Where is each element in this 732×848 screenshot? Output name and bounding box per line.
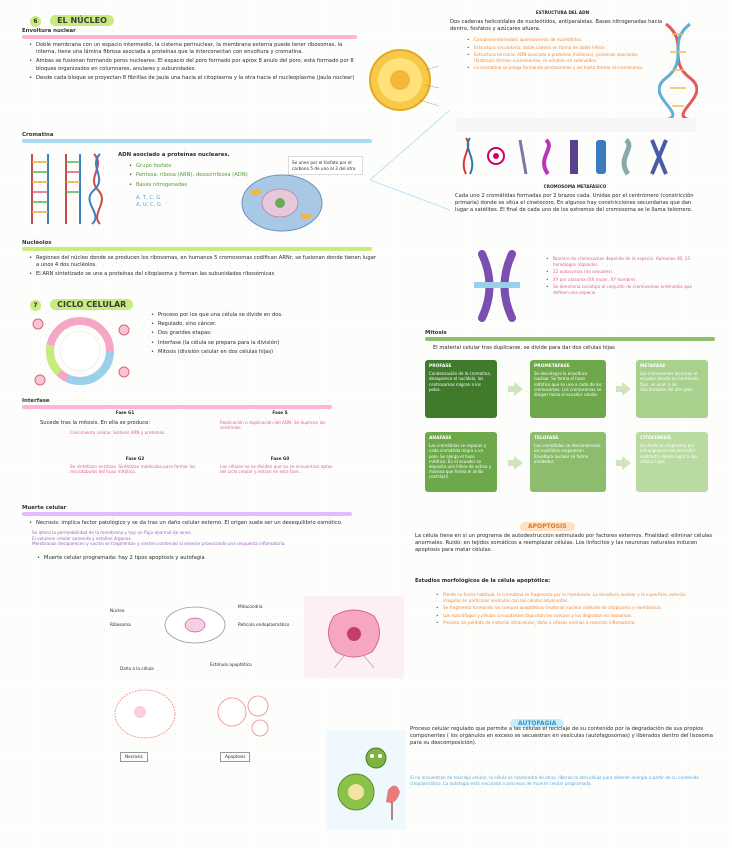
interfase-bar — [22, 405, 332, 409]
stage-text: Se desintegra la envoltura nuclear. Se forma el huso mitótico que se une a cada de los cromosomas. Los cromosomas se dirigen hacia el ecuador celular. — [534, 371, 602, 398]
arrow-right-icon — [622, 382, 631, 396]
mitosis-stage-anafase — [425, 432, 497, 492]
list-item: • Grupo fosfato — [128, 163, 278, 170]
fase-s — [220, 410, 340, 431]
mitosis-title: Mitosis — [425, 330, 447, 336]
muerte-bar — [22, 512, 352, 516]
mitosis-stage-prometafase — [530, 360, 606, 418]
list-item: • Regiones del núcleo donde se producen los ribosomas, en humanos 5 cromosomas codifican ARNr, se fusionan donde tienen lugar a unos 4 dos nucléolos. — [28, 255, 377, 269]
mitosis-bar — [425, 337, 715, 341]
stage-name: PROFASE — [429, 364, 452, 369]
list-item: • Doble membrana con un espacio intermedio, la cisterna perinuclear, la membrana externa puede tener ribosomas, la interna, tiene una lámina fibrosa asociada a proteínas que la interconectan con envoltura y cromatina. — [28, 42, 362, 56]
programada-text: • Muerte celular programada: hay 2 tipos apoptosis y autofagia — [36, 555, 362, 562]
list-item: Se altera la permeabilidad de la membrana y hay un flujo anormal de iones. — [32, 530, 192, 536]
nucleolo-section — [22, 240, 377, 281]
ciclo-header — [30, 292, 133, 311]
envoltura-title: Envoltura nuclear — [22, 28, 76, 34]
stage-text: Las cromátidas se descondensan, los nucléolos reaparecen. Envoltura nuclear se forma alrededor. — [534, 443, 602, 464]
mitosis-stage-metafase — [636, 360, 708, 418]
necrosis-list — [22, 520, 362, 527]
section-number: 6 — [30, 16, 41, 27]
fig-label-dano: Daño a la célula — [120, 666, 154, 671]
apoptotic-cell-illustration — [210, 684, 285, 744]
section-number: 7 — [30, 300, 41, 311]
cromosoma-text: Cada uno 2 cromátidas formadas por 2 brazos cada. Unidas por el centrómero (constricción primaria) donde se sitúa el cinetocoro. En algunos hay constricciones secundarias que dan lugar a satélites. El final de cada uno de los extremos del cromosoma se le llama telómero. — [455, 192, 694, 213]
list-item: • Proceso por los que una célula se divide en dos. — [150, 312, 370, 319]
mitosis-stage-profase — [425, 360, 497, 418]
fig-label-necrosis: Necrosis — [120, 752, 148, 762]
fase-text: Se sintetizan enzimas. Sintetizan moléculas para formar los microtúbulos del huso mitótico. — [70, 463, 196, 475]
fase-name: Fase G2 — [125, 456, 145, 461]
cromatina-note: Se unen por el fosfato por el carbono 5 de uno al 3 del otro. — [288, 156, 363, 175]
list-item: • Ambas se fusionan formando poros nucleares. El espacio del poro formado por aprox 8 anulo del poro, está formado por 8 bloques organizados en columnares, anulares y subunidades. — [28, 58, 362, 72]
list-item: • Bases nitrogenadas — [128, 182, 278, 189]
list-item: • Número de cromosomas depende de la especie. Humanos 46, 23 homólogos (diploide). — [545, 256, 695, 267]
list-item: • Interfase (la célula se prepara para la división) — [150, 340, 370, 347]
envoltura-list — [22, 42, 362, 82]
adn-points — [450, 37, 650, 71]
adn-intro: Dos cadenas helicoidales de nucleótidos, antiparalelas. Bases nitrogenadas hacia dentro, fosfatos y azúcares afuera. — [450, 18, 663, 32]
list-item: • Los macrófagos y células circundantes fagocitan los cuerpos y los degradan en lisosomas. — [435, 613, 705, 619]
stage-name: ANAFASE — [429, 436, 452, 441]
stage-text: Las cromátidas se separan y cada cromátida migra a un polo. Se alarga el huso mitótico. En el ecuador se deposita una hilera de actina y miosina que forma el anillo contráctil. — [429, 443, 492, 480]
list-item: • El ARN sintetizado se une a proteínas del citoplasma y forman las subunidades ribosómicas — [28, 271, 377, 278]
nucleo-title: EL NÚCLEO — [50, 15, 114, 26]
arrow-right-icon — [514, 456, 523, 470]
fases-grid — [40, 410, 340, 500]
list-item: • Pierde su forma habitual, la cromatina se fragmenta por lo membrana. La envoltura nuclear y la superficie, exterior, irregular en partículas vesículas con las células adyacentes. — [435, 592, 705, 603]
list-item: • Se denomina cariotipo al conjunto de cromosomas ordenados que definen una especie. — [545, 284, 695, 295]
death-figure — [110, 600, 290, 770]
stage-name: PROMETAFASE — [534, 364, 570, 369]
envoltura-section — [22, 28, 362, 84]
list-item: • Estructura terciaria: ADN asociado a proteínas (histonas), proteínas asociadas (histonas) forman nucleosomas, se enrollan en solenoides. — [466, 52, 650, 63]
interfase-intro: Sucede tras la mitosis. En ella se produce: — [40, 420, 151, 426]
chromosome-illustration — [462, 250, 532, 322]
apoptosis-header — [520, 513, 575, 532]
necrotic-cell-illustration — [110, 684, 180, 744]
fig-label-nucleo: Núcleo — [110, 608, 125, 613]
fase-name: Fase S — [272, 410, 288, 415]
cromatina-section — [22, 132, 377, 146]
cromosoma-section — [455, 184, 695, 214]
list-item: • 22 autosomas (no sexuales) — [545, 269, 695, 275]
bases-adn: A, T, C, G — [136, 194, 161, 201]
mitosis-stage-telofase — [530, 432, 606, 492]
cell-illustration — [240, 172, 325, 234]
cromosoma-title: CROMOSOMA METAFÁSICO — [543, 184, 607, 189]
stage-text: Los cromosomas alcanzan el ecuador donde se mantienen fijos, se unen a los microtúbulos del otro polo. — [640, 371, 699, 392]
list-item: • Estructura secundaria: doble cadena en forma de doble hélice. — [466, 45, 650, 51]
healthy-cell-illustration — [150, 600, 240, 650]
cromatina-title: Cromatina — [22, 132, 54, 138]
stage-name: METAFASE — [640, 364, 666, 369]
fase-text: Las células no se dividen que no se encuentran aptas del ciclo celular y entran en esta fase. — [220, 463, 333, 475]
list-item: • Regulado, sino cáncer. — [150, 321, 370, 328]
ciclo-title: CICLO CELULAR — [50, 299, 133, 310]
muerte-section — [22, 505, 362, 564]
necrosis-points — [22, 530, 362, 547]
autofagia-text: Proceso celular regulado que permite a las células el reciclaje de su contenido por la degradación de sus propios componentes ( los orgánulos en exceso se secuestran en vesículas (autofagosomas) y liberados dentro del lisosoma para su descomposición). — [410, 726, 713, 747]
connector-lines — [370, 100, 460, 220]
ciclo-info — [150, 312, 370, 358]
bases-arn: A, U, C, G — [136, 202, 161, 209]
chromatin-compaction-illustration — [456, 118, 696, 178]
dna-helix-illustration — [658, 22, 698, 122]
nucleolo-bar — [22, 247, 372, 251]
ciclo-list — [150, 312, 370, 356]
muerte-title: Muerte celular — [22, 505, 67, 511]
autofagia-title: AUTOFAGIA — [510, 719, 564, 728]
cromosoma-list — [545, 256, 695, 296]
fase-text: Crecimiento celular. Síntesis ARN y proteínas. — [70, 429, 166, 435]
cromosoma-points — [545, 256, 695, 298]
cromatina-bar — [22, 139, 372, 143]
nucleo-header — [30, 8, 114, 27]
stage-text: Se divide el citoplasma por estrangulamiento del anillo contráctil, dando lugar a dos células hijas. — [640, 443, 698, 464]
apoptosis-estudios-list — [435, 592, 705, 628]
autofagia-note: Si no encuentran de reciclaje celular, la célula se mantendrá de otras, liberan la otra célula para obtener energía a partir de su contenido citoplasmático. La autofagia está vinculada a procesos de muerte celular programada. — [410, 775, 699, 786]
arrow-right-icon — [622, 456, 631, 470]
fig-label-mitocondria: Mitocondria — [238, 604, 263, 609]
list-item: • Mitosis (división celular en dos células hijas) — [150, 349, 370, 356]
necrosis-text: • Necrosis: implica factor patológico y se da tras un daño celular externo. El origen suele ser un desequilibrio osmótico. — [28, 520, 362, 527]
mitosis-stage-citocinesis — [636, 432, 708, 492]
fase-name: Fase G0 — [270, 456, 290, 461]
list-item: El volumen celular aumenta y estallan órganos. — [32, 535, 133, 541]
autophagy-cartoon-illustration — [326, 730, 406, 830]
list-item: • Proceso sin pérdida de material intracelular, daño a células vecinas o reacción inflamatoria. — [435, 620, 705, 626]
programada-list — [22, 555, 362, 562]
apoptosis-estudios-title: Estudios morfológicos de la célula apoptótica: — [415, 578, 551, 584]
stage-name: TELOFASE — [534, 436, 559, 441]
stage-text: Condensación de la cromatina, desaparece el nucléolo, los centrosomas migran a los polos. — [429, 371, 492, 392]
stage-name: CITOCINESIS — [640, 436, 672, 441]
fig-label-ribosoma: Ribosoma — [110, 622, 131, 627]
adn-title: ESTRUCTURA DEL ADN — [535, 10, 590, 15]
fase-g0 — [220, 456, 340, 475]
envoltura-bar — [22, 35, 357, 39]
cell-cycle-diagram — [28, 310, 136, 392]
apoptotic-body-illustration — [304, 596, 404, 678]
list-item: • Desde cada bloque se proyectan 8 fibrillas de jaula una hacia el citoplasma y la otra hacia el nucleoplasma (jaula nuclear) — [28, 75, 362, 82]
list-item: • Se fragmenta formando los cuerpos apoptóticos (material nuclear rodeado de citoplasma y membrana). — [435, 605, 705, 611]
list-item: • Complementariedad: apareamiento de nucleótidos. — [466, 37, 650, 43]
arrow-right-icon — [514, 382, 523, 396]
list-item: Membranas desaparecen y vacían se fragmentan y vierten contenido al exterior provocando una respuesta inflamatoria. — [32, 541, 286, 547]
adn-section — [450, 10, 675, 73]
fase-g1 — [70, 410, 180, 435]
interfase-title: Interfase — [22, 398, 50, 404]
fig-label-reticulo: Retículo endoplasmático — [238, 622, 290, 627]
list-item: • Pentosa: ribosa (ARN), desoxirribosa (ADN) — [128, 172, 278, 179]
nucleolo-list — [22, 255, 377, 279]
apoptosis-title: APOPTOSIS — [520, 522, 575, 531]
nucleolo-title: Nucléolos — [22, 240, 52, 246]
apoptosis-text: La célula tiene en sí un programa de autodestrucción estimulado por factores externos. Finalidad: eliminar células anormales. Ruido: en tejidos somáticos a reemplazar células. Los linfocitos y las neuronas naturales inducen apoptosis para matar células. — [415, 533, 713, 554]
fig-label-apoptosis: Apoptosis — [220, 752, 250, 762]
fase-g2 — [70, 456, 200, 475]
list-item: • Dos grandes etapas: — [150, 330, 370, 337]
fase-text: Replicación o duplicación del ADN. Se duplican los centriolos. — [220, 419, 326, 431]
mitosis-section — [425, 330, 715, 352]
dna-strands-illustration — [26, 148, 108, 230]
cromatina-heading: ADN asociado a proteínas nucleares. — [118, 152, 230, 158]
mitosis-intro: El material celular tras duplicarse, se divide para dar dos células hijas — [433, 345, 615, 351]
fig-label-estimulo: Estímulo apoptótico — [210, 662, 252, 667]
fase-name: Fase G1 — [115, 410, 135, 415]
list-item: • La cromatina se pliega formando plectonemas y así hasta formar el cromosoma. — [466, 65, 650, 71]
list-item: • XY por alosoma (XX mujer, XY hombre). — [545, 277, 695, 283]
